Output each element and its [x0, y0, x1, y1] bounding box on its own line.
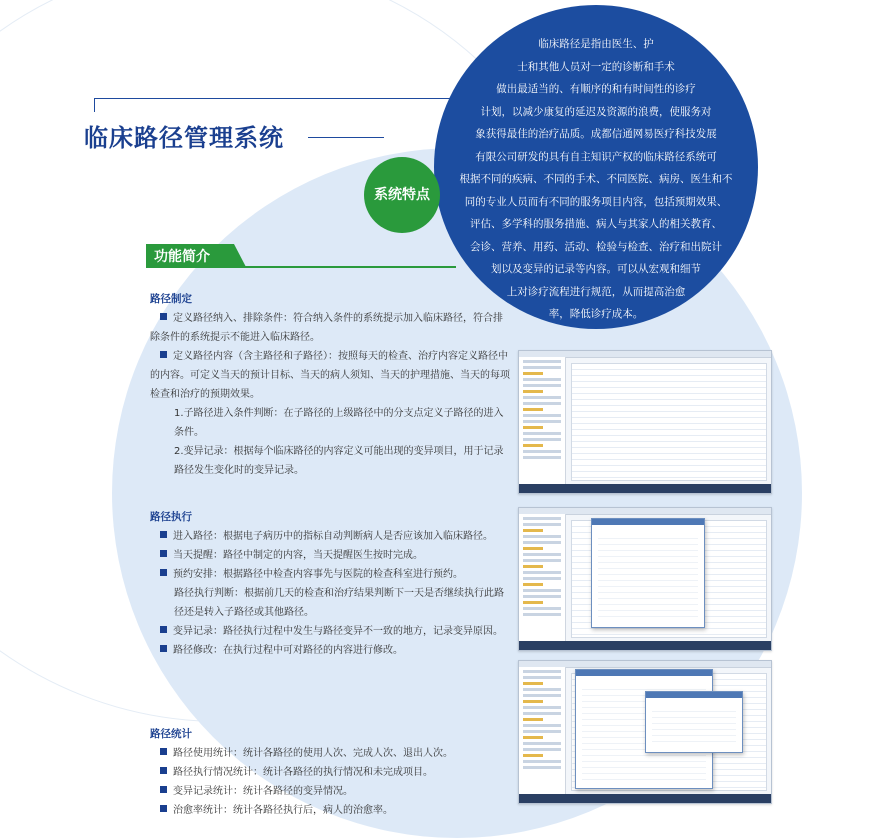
square-bullet-icon	[160, 550, 167, 557]
bullet-item: 治愈率统计：统计各路径执行后，病人的治愈率。	[150, 801, 510, 820]
dialog-window	[645, 691, 743, 753]
screenshot-path-execution	[518, 507, 772, 651]
section-path-execution	[150, 508, 510, 660]
section-path-statistics	[150, 725, 510, 820]
square-bullet-icon	[160, 626, 167, 633]
intro-line: 划以及变异的记录等内容。可以从宏观和细节	[491, 263, 701, 275]
screenshot-path-definition	[518, 350, 772, 494]
square-bullet-icon	[160, 531, 167, 538]
square-bullet-icon	[160, 805, 167, 812]
page-title: 临床路径管理系统	[84, 124, 284, 152]
numbered-item: 2.变异记录：根据每个临床路径的内容定义可能出现的变异项目，用于记录路径发生变化时的变异记录。	[174, 446, 504, 476]
square-bullet-icon	[160, 569, 167, 576]
bullet-item: 变异记录：路径执行过程中发生与路径变异不一致的地方，记录变异原因。	[150, 622, 510, 641]
bullet-item: 当天提醒：路径中制定的内容，当天提醒医生按时完成。	[150, 546, 510, 565]
numbered-item: 1.子路径进入条件判断：在子路径的上级路径中的分支点定义子路径的进入条件。	[174, 408, 504, 438]
features-badge-label: 系统特点	[374, 187, 430, 203]
intro-line: 象获得最佳的治疗品质。成都信通网易医疗科技发展	[475, 128, 717, 140]
intro-line: 率，降低诊疗成本。	[548, 308, 644, 320]
section-title: 路径执行	[150, 511, 192, 523]
square-bullet-icon	[160, 645, 167, 652]
bullet-item: 进入路径：根据电子病历中的指标自动判断病人是否应该加入临床路径。	[150, 527, 510, 546]
intro-line: 计划，以减少康复的延迟及资源的浪费，使服务对	[480, 105, 712, 118]
bullet-item: 预约安排：根据路径中检查内容事先与医院的检查科室进行预约。	[150, 565, 510, 584]
bullet-item: 定义路径纳入、排除条件：符合纳入条件的系统提示加入临床路径，符合排除条件的系统提示不能进入临床路径。	[150, 313, 503, 343]
title-underline	[308, 137, 384, 138]
intro-line: 上对诊疗流程进行规范，从而提高治愈	[506, 285, 686, 298]
functions-underline	[146, 266, 456, 268]
intro-line: 评估、多学科的服务措施、病人与其家人的相关教育、	[470, 218, 722, 230]
section-title: 路径制定	[150, 293, 192, 305]
intro-text	[436, 33, 756, 326]
intro-line: 根据不同的疾病、不同的手术、不同医院、病房、医生和不	[459, 173, 733, 185]
intro-line: 有限公司研发的具有自主知识产权的临床路径系统可	[475, 150, 717, 163]
intro-line: 会诊、营养、用药、活动、检验与检查、治疗和出院计	[470, 240, 722, 253]
intro-line: 士和其他人员对一定的诊断和手术	[517, 60, 675, 73]
square-bullet-icon	[160, 313, 167, 320]
bullet-item: 路径执行情况统计：统计各路径的执行情况和未完成项目。	[150, 763, 510, 782]
functions-tab-label: 功能简介	[154, 249, 210, 265]
bullet-item: 定义路径内容（含主路径和子路径）：按照每天的检查、治疗内容定义路径中的内容。可定义当天的预计目标、当天的病人须知、当天的护理措施、当天的每项检查和治疗的预期效果。	[150, 351, 510, 400]
intro-line: 做出最适当的、有顺序的和有时间性的诊疗	[496, 83, 696, 95]
decor-vertical-line	[94, 98, 95, 112]
screenshot-path-statistics	[518, 660, 772, 804]
dialog-window	[591, 518, 705, 628]
square-bullet-icon	[160, 748, 167, 755]
section-path-definition	[150, 290, 510, 480]
bullet-item: 变异记录统计：统计各路径的变异情况。	[150, 782, 510, 801]
bullet-item: 路径使用统计：统计各路径的使用人次、完成人次、退出人次。	[150, 744, 510, 763]
square-bullet-icon	[160, 786, 167, 793]
square-bullet-icon	[160, 767, 167, 774]
paragraph-item: 路径执行判断：根据前几天的检查和治疗结果判断下一天是否继续执行此路径还是转入子路径或其他路径。	[174, 588, 504, 618]
section-title: 路径统计	[150, 728, 192, 740]
intro-line: 同的专业人员而有不同的服务项目内容，包括预期效果、	[464, 195, 728, 208]
square-bullet-icon	[160, 351, 167, 358]
intro-line: 临床路径是指由医生、护	[538, 38, 654, 50]
bullet-item: 路径修改：在执行过程中可对路径的内容进行修改。	[150, 641, 510, 660]
